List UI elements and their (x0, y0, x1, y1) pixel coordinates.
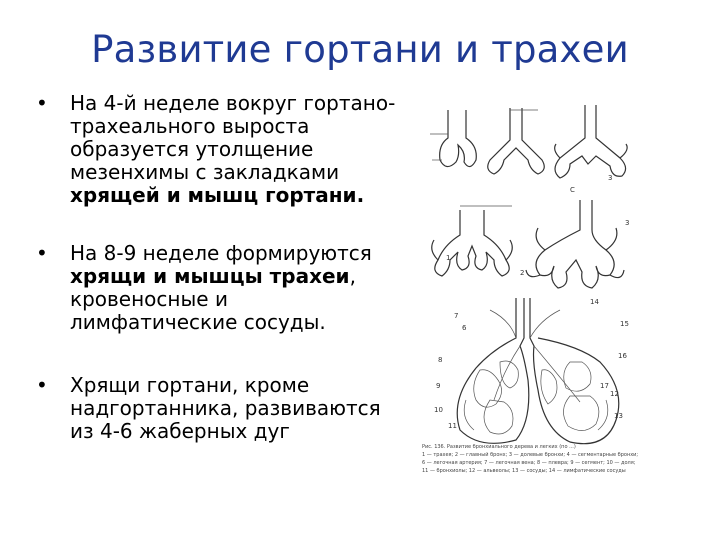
caption-line: 1 — трахея; 2 — главный бронх; 3 — долевые бронхи; 4 — сегментарные бронхи; (422, 452, 639, 458)
bullet-line: из 4-6 жаберных дуг (70, 419, 290, 443)
bullet-line: трахеального выроста (70, 114, 310, 138)
figure-label: 14 (590, 298, 599, 306)
stage-3-branching (555, 105, 627, 194)
bullet-marker: • (36, 373, 48, 397)
figure-label: 17 (600, 382, 609, 390)
figure-label: 7 (454, 312, 459, 320)
bronchial-tree-illustration (420, 100, 720, 500)
bullet-line: Хрящи гортани, кроме (70, 373, 310, 397)
figure-label: 2 (520, 269, 525, 277)
caption-line: Рис. 136. Развитие бронхиального дерева и легких (по ...) (422, 444, 576, 450)
figure-label: 15 (620, 320, 629, 328)
bold-text: хрящи и мышцы трахеи (70, 264, 350, 288)
figure-label: 1 (446, 254, 451, 262)
bullet-line: образуется утолщение (70, 137, 314, 161)
text-tail: , (349, 264, 356, 288)
figure-label: 11 (448, 422, 457, 430)
figure-label: 16 (618, 352, 627, 360)
bullet-line: кровеносные и (70, 287, 228, 311)
bullet-item-1 (36, 92, 416, 207)
figure-label: 3 (625, 219, 630, 227)
bullet-item-2 (36, 242, 416, 334)
caption-line: 6 — легочная артерия; 7 — легочная вена; 8 — плевра; 9 — сегмент; 10 — доля; (422, 460, 636, 466)
stage-5-branching (520, 200, 629, 288)
bullet-list (36, 92, 416, 443)
bullet-line: На 4-й неделе вокруг гортано- (70, 91, 396, 115)
bullet-line: лимфатические сосуды. (70, 310, 326, 334)
bold-text-tail: . (356, 183, 365, 207)
figure-label: 10 (434, 406, 443, 414)
figure-label: 13 (614, 412, 623, 420)
figure-label: 8 (438, 356, 443, 364)
figure-caption (422, 444, 638, 474)
figure-label: 12 (610, 390, 619, 398)
bold-text: хрящей и мышц гортани (70, 183, 357, 207)
lung-development-figure (420, 100, 720, 500)
svg-text:3: 3 (608, 174, 613, 182)
caption-line: 11 — бронхиолы; 12 — альвеолы; 13 — сосуды; 14 — лимфатические сосуды (422, 468, 626, 474)
bullet-item-3 (36, 374, 416, 443)
bullet-marker: • (36, 91, 48, 115)
stage-1-lung-bud (430, 110, 476, 167)
bullet-line: На 8-9 неделе формируются (70, 241, 372, 265)
stage-2-branching (488, 108, 545, 174)
bullet-line (70, 184, 416, 207)
stage-6-lungs (434, 254, 629, 444)
figure-label: 6 (462, 324, 467, 332)
slide-title: Развитие гортани и трахеи (91, 28, 629, 71)
bullet-line (70, 265, 416, 288)
figure-label: 9 (436, 382, 441, 390)
bullet-line: надгортанника, развиваются (70, 396, 381, 420)
svg-text:C: C (570, 186, 575, 194)
stage-4-branching (432, 206, 513, 276)
bullet-marker: • (36, 241, 48, 265)
bullet-line: мезенхимы с закладками (70, 160, 340, 184)
